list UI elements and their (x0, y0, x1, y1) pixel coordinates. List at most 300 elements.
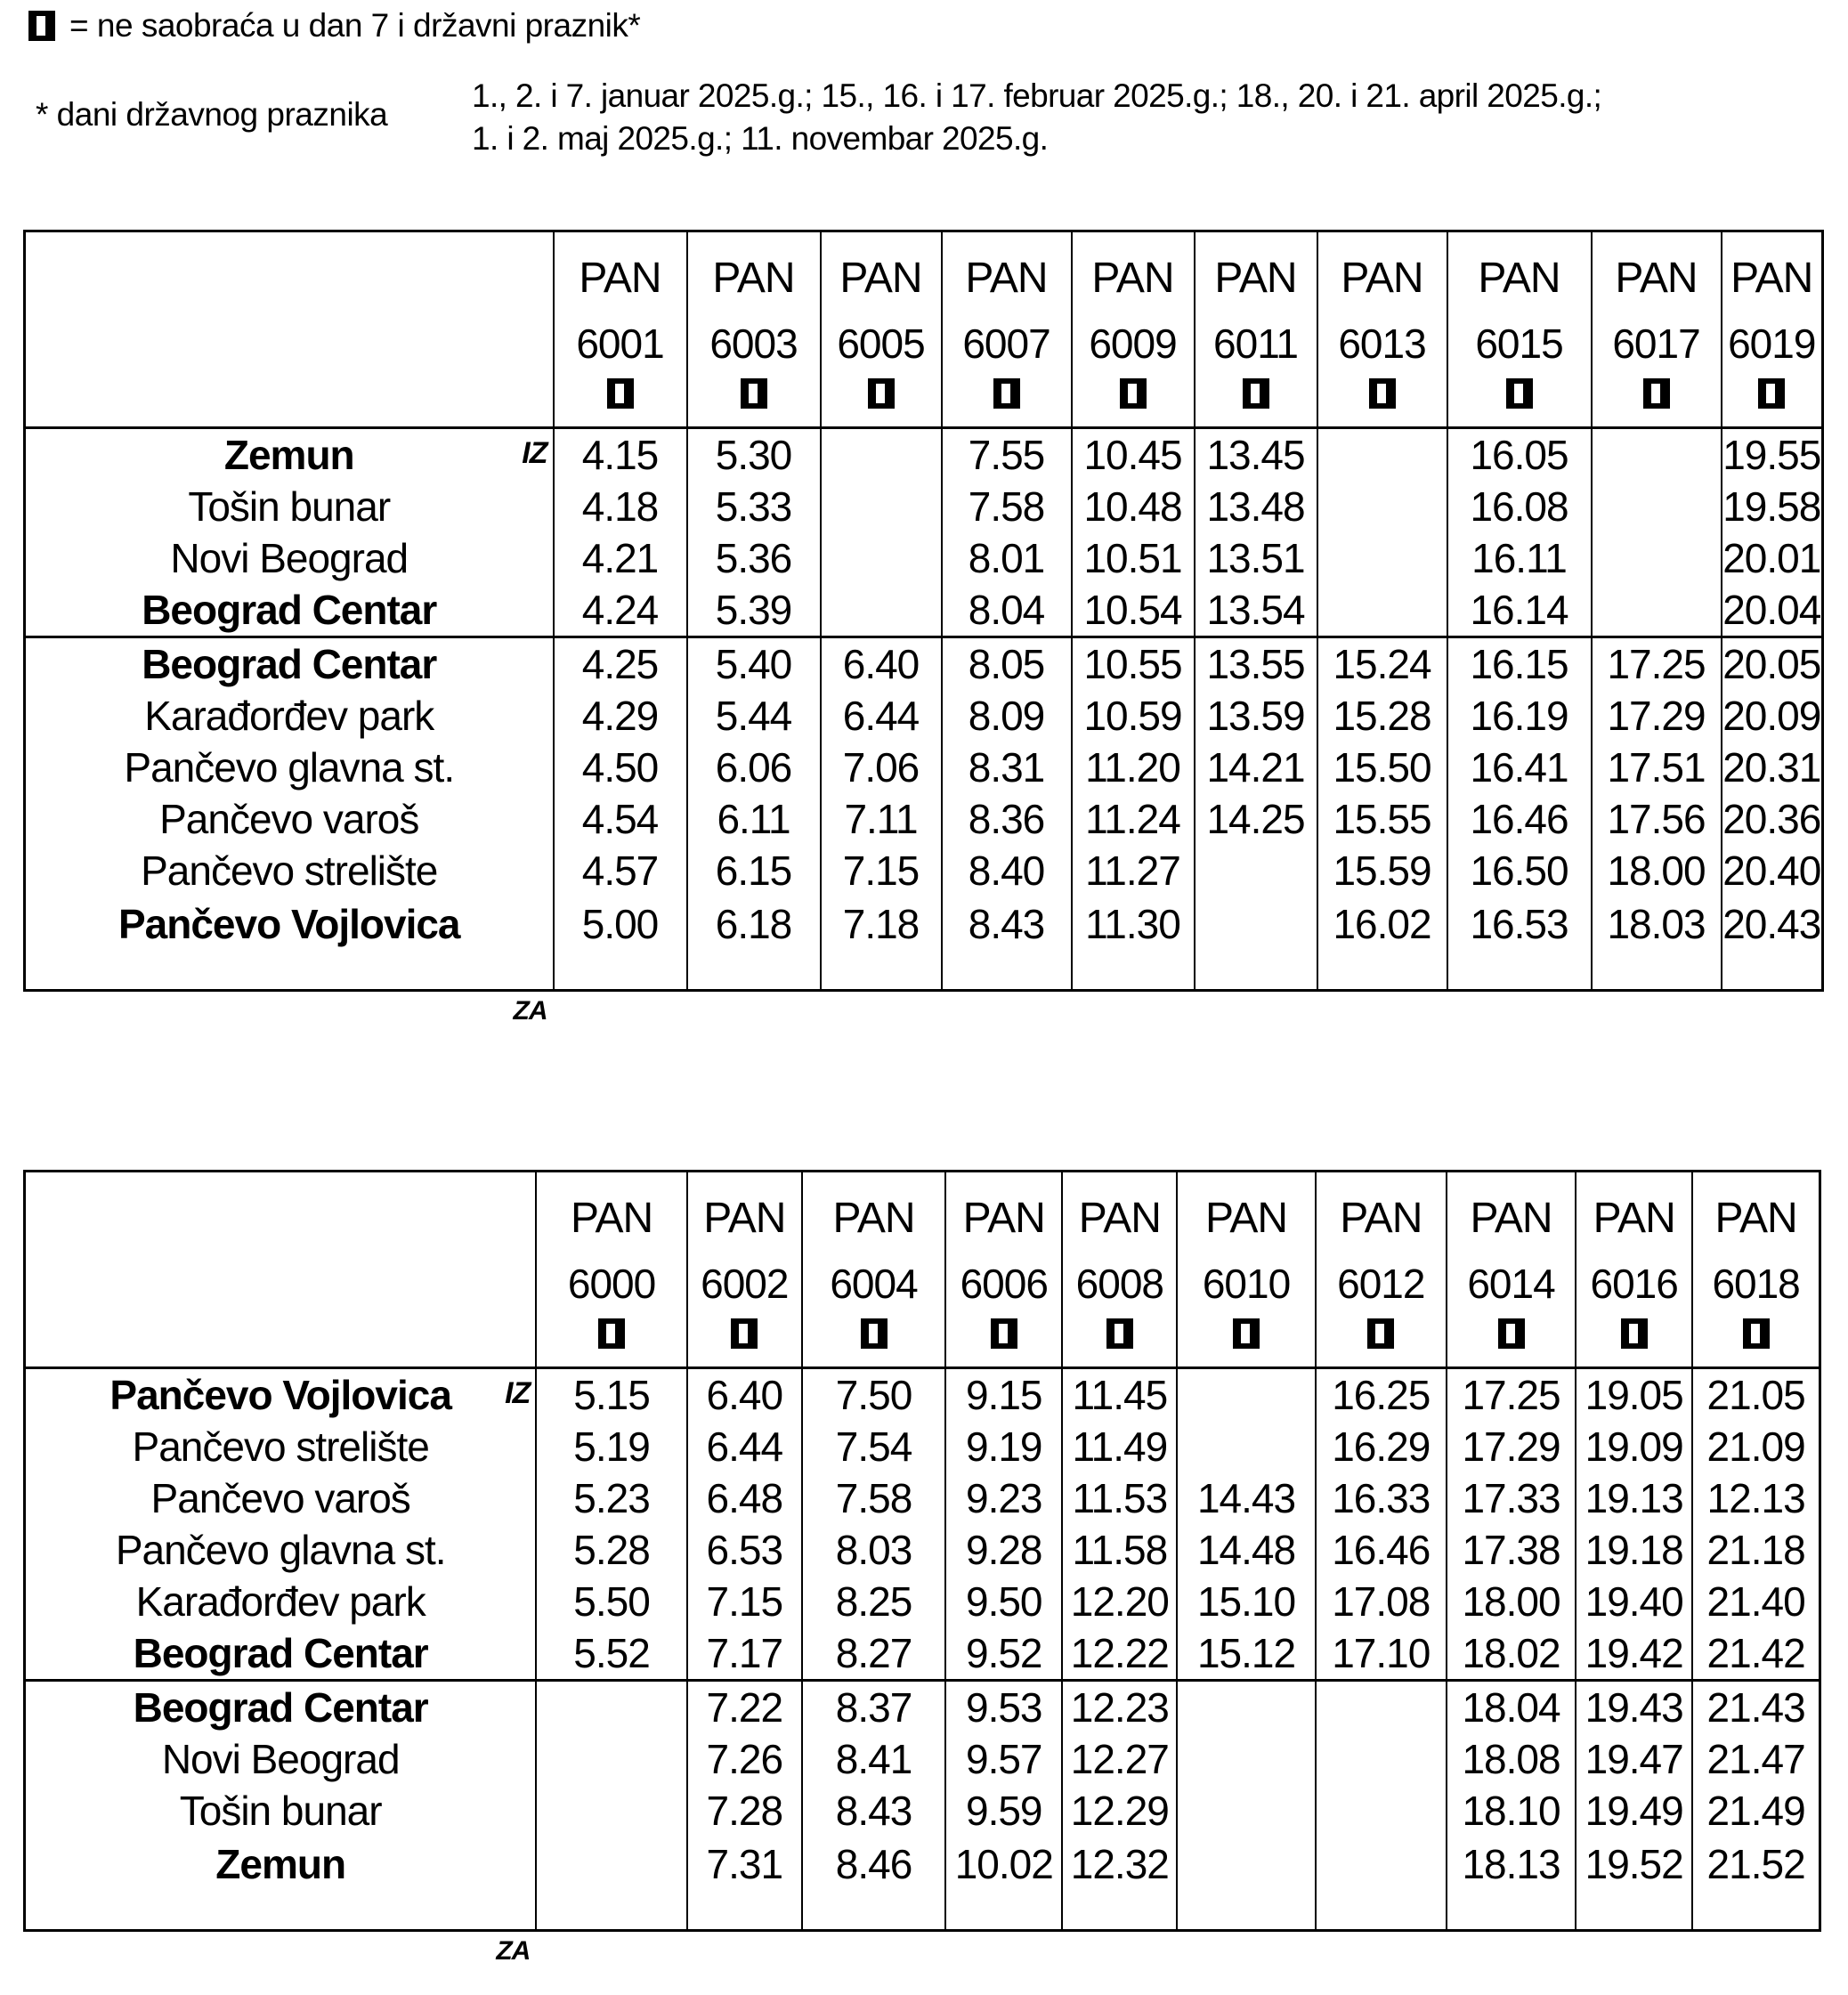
departure-time (1316, 1733, 1447, 1785)
departure-time: 5.15 (536, 1368, 686, 1422)
departure-time: 16.50 (1447, 845, 1592, 896)
station-label: Novi Beograd (170, 535, 409, 581)
train-number: 6007 (962, 320, 1050, 367)
no-service-icon (1120, 378, 1147, 409)
departure-time: 19.43 (1576, 1681, 1692, 1734)
train-header (802, 1172, 945, 1368)
departure-time: 16.15 (1447, 637, 1592, 691)
departure-time (1177, 1785, 1315, 1837)
departure-time: 8.43 (942, 896, 1072, 991)
no-service-icon (1367, 1318, 1394, 1349)
legend (28, 7, 640, 45)
departure-time: 6.11 (687, 793, 821, 845)
departure-time: 19.49 (1576, 1785, 1692, 1837)
departure-time: 7.54 (802, 1421, 945, 1472)
train-number: 6013 (1338, 320, 1426, 367)
train-number: 6015 (1475, 320, 1563, 367)
no-service-icon (741, 378, 767, 409)
departure-time: 14.25 (1195, 793, 1317, 845)
departure-time: 6.44 (687, 1421, 802, 1472)
train-header (1447, 1172, 1576, 1368)
departure-time: 14.21 (1195, 742, 1317, 793)
train-number: 6000 (567, 1261, 656, 1307)
train-prefix: PAN (712, 255, 795, 302)
departure-time (536, 1681, 686, 1734)
departure-time: 5.23 (536, 1472, 686, 1524)
departure-time: 16.05 (1447, 428, 1592, 482)
departure-time: 4.57 (554, 845, 687, 896)
station-name (25, 1681, 537, 1734)
no-service-icon (731, 1318, 758, 1349)
departure-time: 15.12 (1177, 1627, 1315, 1681)
departure-time: 6.06 (687, 742, 821, 793)
departure-time: 6.44 (821, 690, 942, 742)
train-prefix: PAN (1340, 1195, 1422, 1242)
table-row (25, 1524, 1820, 1576)
departure-time: 12.22 (1062, 1627, 1177, 1681)
no-service-icon (1233, 1318, 1260, 1349)
departure-time: 7.58 (802, 1472, 945, 1524)
station-name (25, 793, 554, 845)
station-name (25, 1368, 537, 1422)
departure-time: 21.47 (1692, 1733, 1820, 1785)
departure-time (1177, 1837, 1315, 1931)
table-row (25, 1421, 1820, 1472)
departure-time: 20.01 (1722, 532, 1823, 584)
departure-time: 18.10 (1447, 1785, 1576, 1837)
departure-time (536, 1837, 686, 1931)
departure-time (1316, 1681, 1447, 1734)
station-label: Beograd Centar (142, 641, 437, 687)
station-name (25, 690, 554, 742)
departure-time: 15.10 (1177, 1576, 1315, 1627)
train-prefix: PAN (703, 1195, 786, 1242)
departure-time: 15.28 (1317, 690, 1447, 742)
table-row (25, 1837, 1820, 1931)
no-service-icon (1506, 378, 1533, 409)
departure-time: 5.39 (687, 584, 821, 637)
departure-time: 6.40 (687, 1368, 802, 1422)
departure-time: 4.21 (554, 532, 687, 584)
no-service-icon (1243, 378, 1269, 409)
no-service-icon (1743, 1318, 1770, 1349)
departure-time: 6.15 (687, 845, 821, 896)
train-prefix: PAN (839, 255, 922, 302)
departure-time: 13.59 (1195, 690, 1317, 742)
departure-time: 4.18 (554, 481, 687, 532)
station-label: Zemun (223, 432, 354, 478)
departure-time: 7.22 (687, 1681, 802, 1734)
departure-time: 8.27 (802, 1627, 945, 1681)
departure-time: 15.24 (1317, 637, 1447, 691)
departure-time (1177, 1681, 1315, 1734)
train-number: 6002 (701, 1261, 789, 1307)
departure-time: 5.19 (536, 1421, 686, 1472)
train-header (536, 1172, 686, 1368)
station-label: Beograd Centar (142, 587, 437, 633)
departure-time: 21.09 (1692, 1421, 1820, 1472)
departure-time: 21.43 (1692, 1681, 1820, 1734)
table-row (25, 584, 1823, 637)
departure-time: 19.52 (1576, 1837, 1692, 1931)
departure-time (1317, 532, 1447, 584)
departure-time: 21.49 (1692, 1785, 1820, 1837)
departure-time: 7.06 (821, 742, 942, 793)
departure-time: 8.41 (802, 1733, 945, 1785)
departure-time: 18.02 (1447, 1627, 1576, 1681)
station-name (25, 1421, 537, 1472)
departure-time: 4.54 (554, 793, 687, 845)
departure-time: 21.42 (1692, 1627, 1820, 1681)
departure-time (1317, 584, 1447, 637)
table-row (25, 1785, 1820, 1837)
departure-time: 7.55 (942, 428, 1072, 482)
train-prefix: PAN (832, 1195, 915, 1242)
from-tag: IZ (522, 436, 547, 470)
table-row (25, 896, 1823, 991)
departure-time: 8.43 (802, 1785, 945, 1837)
departure-time: 7.26 (687, 1733, 802, 1785)
departure-time: 16.46 (1447, 793, 1592, 845)
no-service-icon (868, 378, 895, 409)
train-header (1195, 231, 1317, 428)
no-service-icon (1498, 1318, 1525, 1349)
departure-time (536, 1733, 686, 1785)
header-corner (25, 1172, 537, 1368)
departure-time: 9.52 (945, 1627, 1062, 1681)
table-row (25, 1472, 1820, 1524)
train-prefix: PAN (1091, 255, 1174, 302)
train-number: 6004 (830, 1261, 918, 1307)
departure-time: 11.20 (1072, 742, 1195, 793)
train-number: 6016 (1590, 1261, 1678, 1307)
train-number: 6005 (837, 320, 925, 367)
departure-time: 20.36 (1722, 793, 1823, 845)
no-service-icon (1369, 378, 1396, 409)
holiday-dates (472, 75, 1601, 160)
departure-time: 11.53 (1062, 1472, 1177, 1524)
departure-time: 4.15 (554, 428, 687, 482)
station-label: Pančevo varoš (150, 1475, 410, 1521)
station-name (25, 1627, 537, 1681)
no-service-icon (1621, 1318, 1648, 1349)
departure-time (821, 584, 942, 637)
departure-time: 5.50 (536, 1576, 686, 1627)
departure-time: 7.50 (802, 1368, 945, 1422)
train-prefix: PAN (1714, 1195, 1797, 1242)
to-tag: ZA (513, 996, 547, 1026)
departure-time: 19.09 (1576, 1421, 1692, 1472)
train-header (821, 231, 942, 428)
departure-time: 13.55 (1195, 637, 1317, 691)
no-service-icon (991, 1318, 1017, 1349)
table-row (25, 1627, 1820, 1681)
train-prefix: PAN (1730, 255, 1813, 302)
departure-time: 13.51 (1195, 532, 1317, 584)
departure-time: 10.55 (1072, 637, 1195, 691)
station-name (25, 1524, 537, 1576)
departure-time (1177, 1421, 1315, 1472)
train-number: 6012 (1337, 1261, 1425, 1307)
table-row (25, 428, 1823, 482)
departure-time: 10.51 (1072, 532, 1195, 584)
train-header (687, 231, 821, 428)
no-service-icon (598, 1318, 625, 1349)
train-number: 6017 (1612, 320, 1700, 367)
timetable-pancevo-to-zemun (23, 1170, 1821, 1966)
departure-time: 10.54 (1072, 584, 1195, 637)
no-service-icon (993, 378, 1020, 409)
station-name (25, 1733, 537, 1785)
departure-time: 13.48 (1195, 481, 1317, 532)
header-corner (25, 231, 554, 428)
departure-time: 20.04 (1722, 584, 1823, 637)
legend-text: = ne saobraća u dan 7 i državni praznik* (69, 7, 641, 44)
departure-time: 17.25 (1447, 1368, 1576, 1422)
departure-time: 7.31 (687, 1837, 802, 1931)
departure-time: 8.36 (942, 793, 1072, 845)
train-header (1692, 1172, 1820, 1368)
holiday-dates-line-1: 1., 2. i 7. januar 2025.g.; 15., 16. i 17. februar 2025.g.; 18., 20. i 21. april 2025.g.; (472, 77, 1602, 114)
train-prefix: PAN (1214, 255, 1297, 302)
departure-time: 5.52 (536, 1627, 686, 1681)
departure-time: 7.17 (687, 1627, 802, 1681)
departure-time: 5.30 (687, 428, 821, 482)
departure-time: 5.33 (687, 481, 821, 532)
station-name (25, 1837, 537, 1966)
departure-time: 7.15 (687, 1576, 802, 1627)
departure-time: 4.29 (554, 690, 687, 742)
station-name (25, 1785, 537, 1837)
departure-time: 17.51 (1592, 742, 1722, 793)
departure-time: 16.14 (1447, 584, 1592, 637)
departure-time: 8.05 (942, 637, 1072, 691)
departure-time: 16.19 (1447, 690, 1592, 742)
departure-time: 5.40 (687, 637, 821, 691)
train-header (1592, 231, 1722, 428)
departure-time: 11.45 (1062, 1368, 1177, 1422)
departure-time: 10.48 (1072, 481, 1195, 532)
departure-time (536, 1785, 686, 1837)
departure-time (1317, 481, 1447, 532)
header-row (25, 1172, 1820, 1368)
train-number: 6018 (1712, 1261, 1800, 1307)
departure-time: 4.24 (554, 584, 687, 637)
from-tag: IZ (505, 1376, 531, 1410)
departure-time: 16.33 (1316, 1472, 1447, 1524)
departure-time: 10.59 (1072, 690, 1195, 742)
departure-time: 21.40 (1692, 1576, 1820, 1627)
departure-time: 15.59 (1317, 845, 1447, 896)
station-label: Pančevo varoš (159, 796, 419, 842)
departure-time: 12.20 (1062, 1576, 1177, 1627)
station-name (25, 1472, 537, 1524)
train-header (1072, 231, 1195, 428)
departure-time: 18.08 (1447, 1733, 1576, 1785)
departure-time: 11.27 (1072, 845, 1195, 896)
departure-time: 17.08 (1316, 1576, 1447, 1627)
no-service-icon (1758, 378, 1785, 409)
train-header (554, 231, 687, 428)
station-name (25, 1576, 537, 1627)
station-label: Tošin bunar (179, 1788, 382, 1834)
station-label: Pančevo glavna st. (124, 744, 455, 791)
table-row (25, 742, 1823, 793)
departure-time: 14.43 (1177, 1472, 1315, 1524)
train-prefix: PAN (1615, 255, 1698, 302)
train-prefix: PAN (1204, 1195, 1288, 1242)
train-number: 6003 (709, 320, 798, 367)
train-header (687, 1172, 802, 1368)
train-prefix: PAN (1593, 1195, 1675, 1242)
table-row (25, 1368, 1820, 1422)
departure-time: 7.28 (687, 1785, 802, 1837)
holiday-dates-line-2: 1. i 2. maj 2025.g.; 11. novembar 2025.g. (472, 120, 1049, 157)
departure-time: 8.37 (802, 1681, 945, 1734)
departure-time: 8.03 (802, 1524, 945, 1576)
departure-time: 19.47 (1576, 1733, 1692, 1785)
station-label: Karađorđev park (144, 693, 434, 739)
no-service-icon (607, 378, 634, 409)
train-header (1722, 231, 1823, 428)
departure-time: 18.00 (1447, 1576, 1576, 1627)
departure-time: 17.25 (1592, 637, 1722, 691)
departure-time: 16.41 (1447, 742, 1592, 793)
departure-time: 12.13 (1692, 1472, 1820, 1524)
train-number: 6006 (960, 1261, 1048, 1307)
no-service-icon (861, 1318, 888, 1349)
departure-time: 8.25 (802, 1576, 945, 1627)
departure-time (1195, 896, 1317, 991)
departure-time: 7.58 (942, 481, 1072, 532)
departure-time: 8.09 (942, 690, 1072, 742)
departure-time (1316, 1785, 1447, 1837)
departure-time: 19.05 (1576, 1368, 1692, 1422)
station-label: Novi Beograd (161, 1736, 400, 1782)
departure-time: 9.53 (945, 1681, 1062, 1734)
station-name (25, 584, 554, 637)
departure-time: 10.02 (945, 1837, 1062, 1931)
departure-time (1177, 1368, 1315, 1422)
departure-time: 9.23 (945, 1472, 1062, 1524)
departure-time: 9.57 (945, 1733, 1062, 1785)
departure-time (821, 428, 942, 482)
departure-time: 9.28 (945, 1524, 1062, 1576)
departure-time: 16.25 (1316, 1368, 1447, 1422)
departure-time: 14.48 (1177, 1524, 1315, 1576)
departure-time: 11.30 (1072, 896, 1195, 991)
departure-time: 12.23 (1062, 1681, 1177, 1734)
table-row (25, 1733, 1820, 1785)
departure-time: 9.59 (945, 1785, 1062, 1837)
departure-time: 21.52 (1692, 1837, 1820, 1931)
station-name (25, 637, 554, 691)
train-prefix: PAN (1478, 255, 1560, 302)
departure-time: 4.50 (554, 742, 687, 793)
departure-time: 4.25 (554, 637, 687, 691)
departure-time: 11.58 (1062, 1524, 1177, 1576)
departure-time: 16.08 (1447, 481, 1592, 532)
departure-time: 19.42 (1576, 1627, 1692, 1681)
train-number: 6010 (1202, 1261, 1291, 1307)
departure-time: 12.27 (1062, 1733, 1177, 1785)
train-prefix: PAN (570, 1195, 653, 1242)
departure-time: 16.02 (1317, 896, 1447, 991)
no-service-icon (1643, 378, 1670, 409)
departure-time: 20.40 (1722, 845, 1823, 896)
table-row (25, 690, 1823, 742)
station-name (25, 742, 554, 793)
departure-time: 17.56 (1592, 793, 1722, 845)
train-header (1316, 1172, 1447, 1368)
departure-time (1177, 1733, 1315, 1785)
departure-time: 19.13 (1576, 1472, 1692, 1524)
departure-time: 16.53 (1447, 896, 1592, 991)
station-label: Zemun (215, 1841, 346, 1887)
departure-time: 15.50 (1317, 742, 1447, 793)
departure-time: 18.04 (1447, 1681, 1576, 1734)
station-label: Pančevo glavna st. (115, 1527, 446, 1573)
train-prefix: PAN (579, 255, 661, 302)
departure-time (1317, 428, 1447, 482)
departure-time: 17.38 (1447, 1524, 1576, 1576)
departure-time: 9.19 (945, 1421, 1062, 1472)
departure-time (1316, 1837, 1447, 1931)
table-row (25, 637, 1823, 691)
departure-time: 8.31 (942, 742, 1072, 793)
departure-time: 7.11 (821, 793, 942, 845)
departure-time: 7.15 (821, 845, 942, 896)
train-number: 6019 (1728, 320, 1816, 367)
train-prefix: PAN (965, 255, 1048, 302)
station-label: Pančevo strelište (132, 1423, 429, 1470)
departure-time: 16.46 (1316, 1524, 1447, 1576)
departure-time: 15.55 (1317, 793, 1447, 845)
departure-time: 20.31 (1722, 742, 1823, 793)
departure-time: 17.29 (1447, 1421, 1576, 1472)
train-header (1062, 1172, 1177, 1368)
departure-time: 16.11 (1447, 532, 1592, 584)
departure-time: 5.44 (687, 690, 821, 742)
timetable-zemun-to-pancevo (23, 230, 1824, 1026)
table-row (25, 1681, 1820, 1734)
holiday-label: * dani državnog praznika (36, 96, 388, 133)
train-header (1576, 1172, 1692, 1368)
departure-time (1592, 481, 1722, 532)
departure-time: 6.18 (687, 896, 821, 991)
departure-time (1592, 584, 1722, 637)
departure-time: 11.24 (1072, 793, 1195, 845)
departure-time: 5.36 (687, 532, 821, 584)
table-row (25, 793, 1823, 845)
departure-time: 12.32 (1062, 1837, 1177, 1931)
train-number: 6011 (1213, 320, 1298, 367)
departure-time: 20.05 (1722, 637, 1823, 691)
train-prefix: PAN (1341, 255, 1423, 302)
departure-time: 21.18 (1692, 1524, 1820, 1576)
station-label: Pančevo Vojlovica (118, 901, 460, 947)
no-service-icon (28, 11, 55, 41)
departure-time: 19.18 (1576, 1524, 1692, 1576)
table-row (25, 481, 1823, 532)
departure-time: 16.29 (1316, 1421, 1447, 1472)
departure-time: 9.15 (945, 1368, 1062, 1422)
departure-time: 5.00 (554, 896, 687, 991)
departure-time: 17.10 (1316, 1627, 1447, 1681)
departure-time: 8.01 (942, 532, 1072, 584)
train-number: 6009 (1089, 320, 1177, 367)
departure-time: 7.18 (821, 896, 942, 991)
